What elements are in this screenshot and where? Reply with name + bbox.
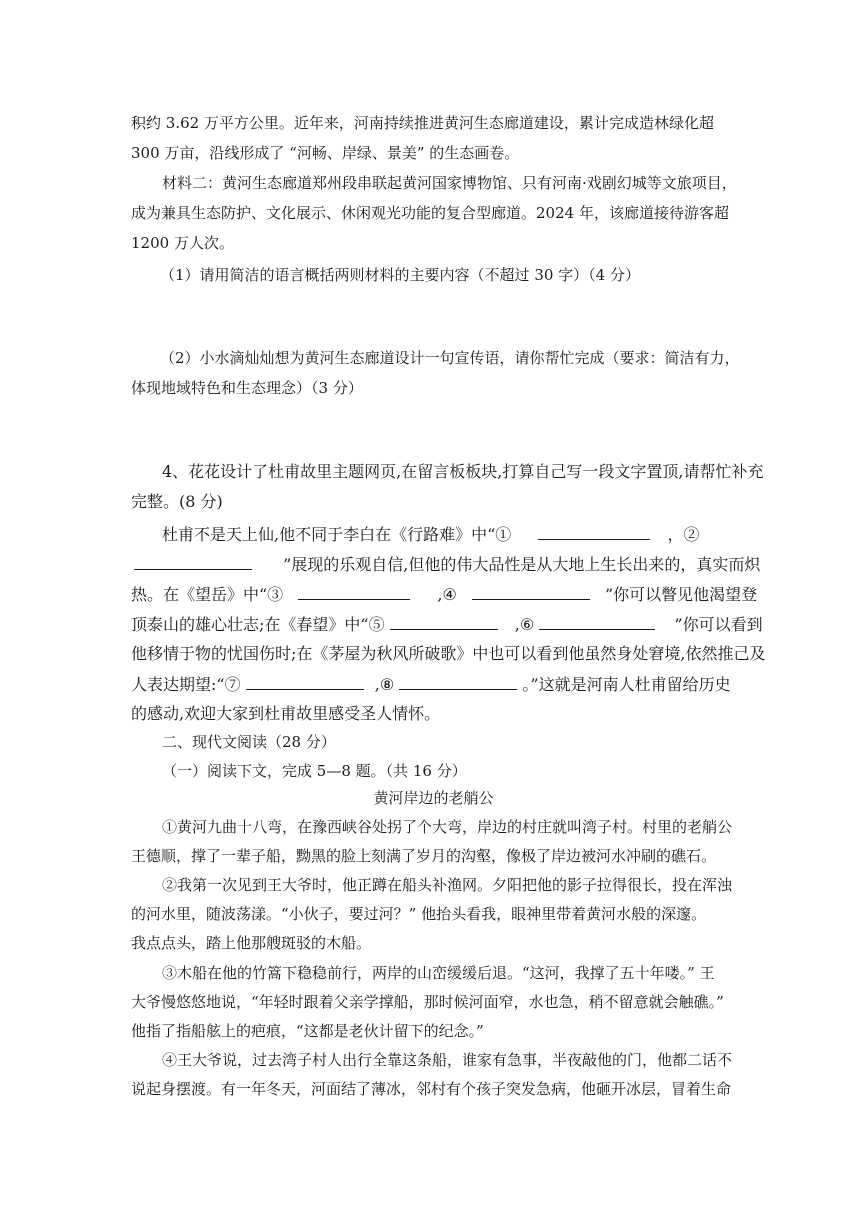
blank-1[interactable] xyxy=(538,524,650,540)
material2-line2: 成为兼具生态防护、文化展示、休闲观光功能的复合型廊道。2024 年，该廊道接待游客超 xyxy=(131,204,729,222)
blank-8[interactable] xyxy=(399,674,517,690)
q4-paragraph-line1 xyxy=(162,524,699,545)
q4-paragraph-line6 xyxy=(131,674,731,695)
question-3-2-line2: 体现地域特色和生态理念）（3 分） xyxy=(131,379,363,397)
blank-5[interactable] xyxy=(390,614,498,630)
material2-line1: 材料二：黄河生态廊道郑州段串联起黄河国家博物馆、只有河南·戏剧幻城等文旅项目， xyxy=(162,174,737,192)
material1-line1: 积约 3.62 万平方公里。近年来，河南持续推进黄河生态廊道建设，累计完成造林绿化超 xyxy=(131,114,714,132)
question-3-1: （1）请用简洁的语言概括两则材料的主要内容（不超过 30 字）（4 分） xyxy=(160,266,640,284)
question-4-line2: 完整。(8 分) xyxy=(131,492,223,511)
q4-text: 人表达期望:“⑦ xyxy=(131,675,241,694)
q4-text: 杜甫不是天上仙,他不同于李白在《行路难》中“① xyxy=(162,525,512,544)
blank-4[interactable] xyxy=(472,584,590,600)
blank-7[interactable] xyxy=(246,674,364,690)
story-p2-line2: 的河水里，随波荡漾。“小伙子，要过河？” 他抬头看我，眼神里带着黄河水般的深邃。 xyxy=(131,905,707,923)
q4-paragraph-line7: 的感动,欢迎大家到杜甫故里感受圣人情怀。 xyxy=(131,704,441,723)
question-4-line1: 4、花花设计了杜甫故里主题网页,在留言板板块,打算自己写一段文字置顶,请帮忙补充 xyxy=(162,462,764,481)
story-p1-line1: ①黄河九曲十八弯，在豫西峡谷处拐了个大弯，岸边的村庄就叫湾子村。村里的老艄公 xyxy=(162,818,733,836)
q4-paragraph-line2 xyxy=(134,554,760,575)
q4-text: ”展现的乐观自信,但他的伟大品性是从大地上生长出来的，真实而炽 xyxy=(283,555,761,574)
q4-text: 。”这就是河南人杜甫留给历史 xyxy=(522,675,731,694)
q4-text: ,⑧ xyxy=(374,675,395,694)
q4-paragraph-line4 xyxy=(131,614,763,635)
question-3-2-line1: （2）小水滴灿灿想为黄河生态廊道设计一句宣传语，请你帮忙完成（要求：简洁有力， xyxy=(160,349,740,367)
q4-text: ”你可以瞥见他渴望登 xyxy=(605,585,758,604)
story-p3-line2: 大爷慢悠悠地说，“年轻时跟着父亲学撑船，那时候河面窄，水也急，稍不留意就会触礁。” xyxy=(131,993,724,1011)
blank-6[interactable] xyxy=(539,614,655,630)
blank-3[interactable] xyxy=(298,584,410,600)
material2-line3: 1200 万人次。 xyxy=(131,234,234,252)
story-p3-line1: ③木船在他的竹篙下稳稳前行，两岸的山峦缓缓后退。“这河，我撑了五十年喽。” 王 xyxy=(162,964,715,982)
story-p3-line3: 他指了指船舷上的疤痕，“这都是老伙计留下的纪念。” xyxy=(131,1022,484,1040)
article-title: 黄河岸边的老艄公 xyxy=(373,789,494,807)
blank-2[interactable] xyxy=(134,554,252,570)
section-subheading: （一）阅读下文，完成 5—8 题。（共 16 分） xyxy=(162,762,467,780)
q4-text: ，② xyxy=(667,525,700,544)
story-p4-line1: ④王大爷说，过去湾子村人出行全靠这条船，谁家有急事，半夜敲他的门，他都二话不 xyxy=(162,1051,733,1069)
story-p1-line2: 王德顺，撑了一辈子船，黝黑的脸上刻满了岁月的沟壑，像极了岸边被河水冲刷的礁石。 xyxy=(131,847,717,865)
story-p2-line3: 我点点头，踏上他那艘斑驳的木船。 xyxy=(131,934,372,952)
q4-paragraph-line3 xyxy=(131,584,757,605)
q4-text: ”你可以看到 xyxy=(674,615,763,634)
q4-text: 热。在《望岳》中“③ xyxy=(131,585,284,604)
q4-paragraph-line5: 他移情于物的忧国伤时;在《茅屋为秋风所破歌》中也可以看到他虽然身处窘境,依然推己及 xyxy=(131,644,766,663)
story-p2-line1: ②我第一次见到王大爷时，他正蹲在船头补渔网。夕阳把他的影子拉得很长，投在浑浊 xyxy=(162,876,733,894)
q4-text: 顶泰山的雄心壮志;在《春望》中“⑤ xyxy=(131,615,385,634)
q4-text: ,⑥ xyxy=(514,615,535,634)
material1-line2: 300 万亩，沿线形成了 “河畅、岸绿、景美” 的生态画卷。 xyxy=(131,144,520,162)
q4-text: ,④ xyxy=(437,585,457,604)
section-heading: 二、现代文阅读（28 分） xyxy=(162,733,336,751)
story-p4-line2: 说起身摆渡。有一年冬天，河面结了薄冰，邻村有个孩子突发急病，他砸开冰层，冒着生命 xyxy=(131,1080,732,1098)
